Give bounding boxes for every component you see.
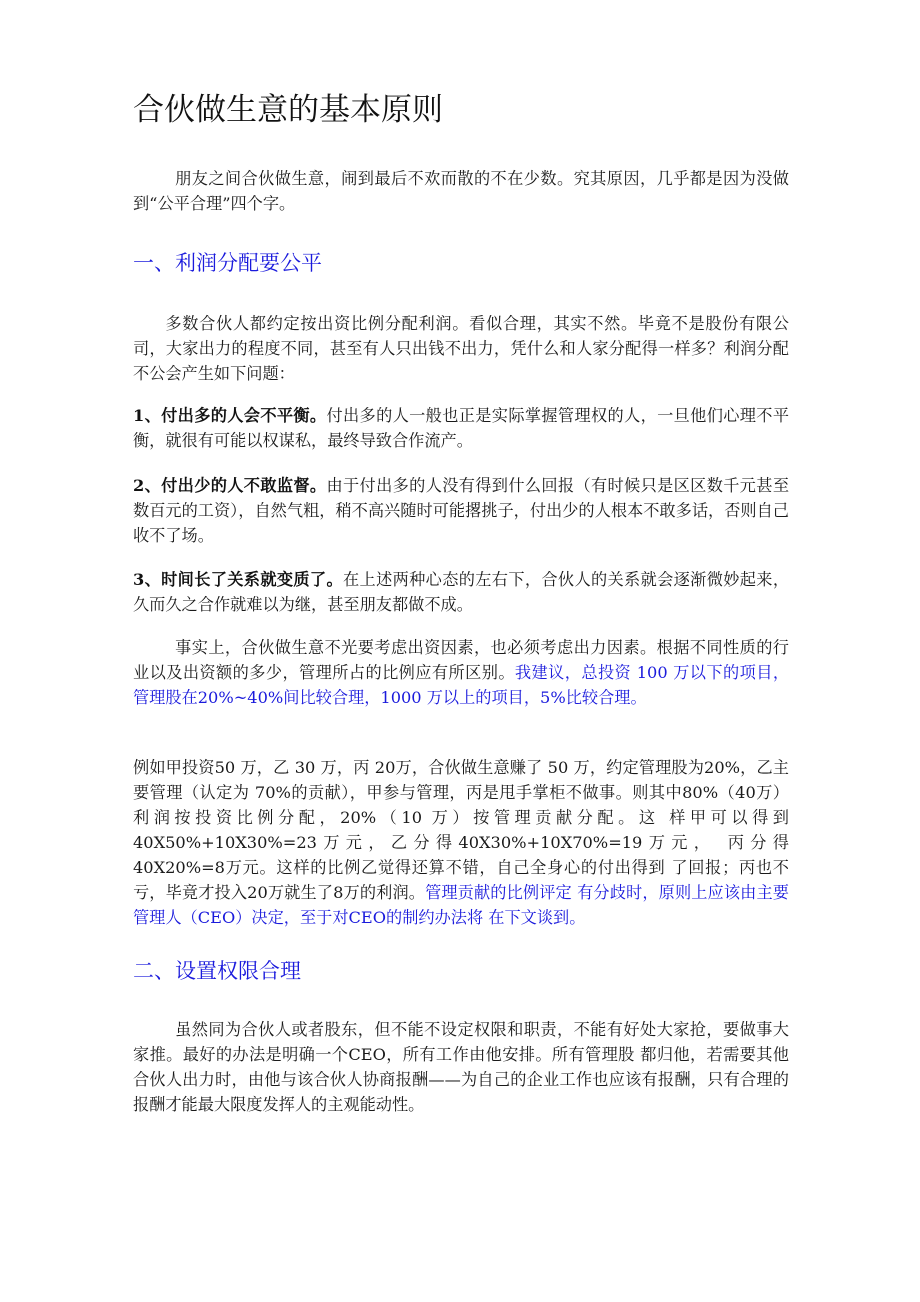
section1-heading: 一、利润分配要公平: [133, 251, 322, 275]
list-item-3-lead: 3、时间长了关系就变质了。: [133, 570, 343, 589]
list-item-1-text: 付出多的人一般也正是实际掌握管理权的人，一旦他们心理不平衡，就很有可能以权谋私，最终导致合作流产。: [133, 406, 790, 450]
section1-paragraph-2-text: 事实上，合伙做生意不光要考虑出资因素，也必须考虑出力因素。根据不同性质的行业以及出资额的多少，管理所占的比例应有所区别。: [133, 638, 789, 682]
list-item-1-lead: 1、付出多的人会不平衡。: [133, 406, 327, 425]
ceo-decision-highlight: 管理贡献的比例评定 有分歧时，原则上应该由主要管理人（CEO）决定，至于对CEO的制约办法将 在下文谈到。: [133, 883, 789, 927]
list-item-2: [133, 473, 789, 548]
list-item-3: [133, 567, 789, 617]
list-item-2-lead: 2、付出少的人不敢监督。: [133, 476, 327, 495]
section1-paragraph-3: [133, 755, 789, 930]
list-item-2-text: 由于付出多的人没有得到什么回报（有时候只是区区数千元甚至数百元的工资），自然气粗，稍不高兴随时可能撂挑子，付出少的人根本不敢多话，否则自己收不了场。: [133, 476, 790, 545]
section1-paragraph-1: 多数合伙人都约定按出资比例分配利润。看似合理，其实不然。毕竟不是股份有限公司，大家出力的程度不同，甚至有人只出钱不出力，凭什么和人家分配得一样多？利润分配不公会产生如下问题：: [133, 314, 789, 383]
list-item-1: [133, 403, 789, 453]
example-text: 例如甲投资50 万，乙 30 万，丙 20万，合伙做生意赚了 50 万，约定管理股为20%，乙主要管理（认定为 70%的贡献），甲参与管理，丙是甩手掌柜不做事。则其中80%（40万）利润按投资比例分配，20%（10 万）按管理贡献分配。这 样甲可以得到40X50%+10X30%=23万元，乙分得40X30%+10X70%=19万元， 丙分得40X20%=8万元。这样的比例乙觉得还算不错，自己全身心的付出得到 了回报；丙也不亏，毕竟才投入20万就生了8万的利润。: [133, 758, 789, 902]
document-title: 合伙做生意的基本原则: [133, 92, 443, 128]
section1-paragraph-2: [133, 635, 789, 710]
intro-paragraph: 朋友之间合伙做生意，闹到最后不欢而散的不在少数。究其原因，几乎都是因为没做到“公平合理”四个字。: [133, 169, 789, 213]
section2-heading: 二、设置权限合理: [133, 959, 301, 983]
recommendation-highlight: 我建议，总投资 100 万以下的项目，管理股在20%~40%间比较合理，1000 万以上的项目，5%比较合理。: [133, 663, 790, 707]
list-item-3-text: 在上述两种心态的左右下，合伙人的关系就会逐渐微妙起来，久而久之合作就难以为继，甚至朋友都做不成。: [133, 570, 790, 614]
section2-paragraph-1: 虽然同为合伙人或者股东，但不能不设定权限和职责，不能有好处大家抢，要做事大家推。最好的办法是明确一个CEO，所有工作由他安排。所有管理股 都归他，若需要其他合伙人出力时，由他与该合伙人协商报酬——为自己的企业工作也应该有报酬，只有合理的报酬才能最大限度发挥人的主观能动性。: [133, 1020, 789, 1114]
